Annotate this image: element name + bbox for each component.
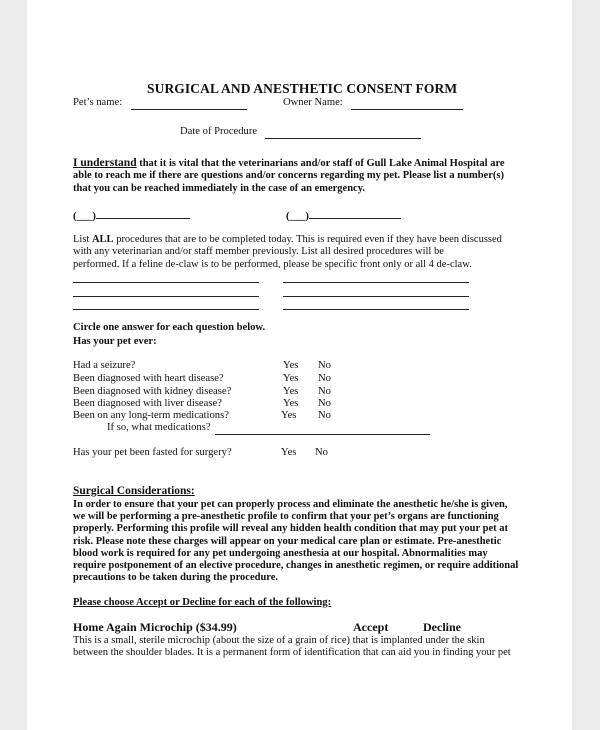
answer-yes[interactable]: Yes: [281, 410, 297, 421]
microchip-label: Home Again Microchip ($34.99): [73, 620, 237, 634]
phone-field-1[interactable]: [73, 207, 190, 222]
procedure-line-2b[interactable]: [283, 285, 469, 297]
decline-option[interactable]: Decline: [423, 620, 461, 634]
medications-field[interactable]: [215, 423, 430, 435]
understand-line-1: that it is vital that the veterinarians and/or staff of Gull Lake Animal Hospital are: [136, 158, 505, 169]
phone-area-code-2: (___): [286, 211, 309, 222]
question-fasted: Has your pet been fasted for surgery?: [73, 447, 232, 458]
answer-yes[interactable]: Yes: [283, 386, 299, 397]
question-kidney: Been diagnosed with kidney disease?: [73, 386, 232, 397]
surgical-line: blood work is required for any pet undergoing anesthesia at our hospital. Abnormalities may: [73, 547, 488, 559]
understand-line-3: that you can be reached immediately in the case of an emergency.: [73, 182, 366, 194]
pet-name-label: Pet’s name:: [73, 97, 123, 108]
answer-yes[interactable]: Yes: [281, 447, 297, 458]
procedures-line-1-pre: List: [73, 234, 92, 245]
surgical-line: In order to ensure that your pet can properly process and eliminate the anesthetic he/she is given,: [73, 499, 508, 510]
microchip-desc-line-1: This is a small, sterile microchip (about the size of a grain of rice) that is implanted under the skin: [73, 635, 485, 646]
answer-no[interactable]: No: [318, 373, 331, 384]
surgical-heading: Surgical Considerations:: [73, 485, 195, 497]
surgical-line: we will be performing a pre-anesthetic profile to confirm that your pet’s organs are functioning: [73, 511, 499, 523]
understand-paragraph: [73, 157, 521, 195]
pet-name-field[interactable]: [131, 98, 247, 110]
question-medications: Been on any long-term medications?: [73, 410, 229, 421]
answer-no[interactable]: No: [318, 398, 331, 409]
answer-no[interactable]: No: [318, 360, 331, 371]
owner-name-field[interactable]: [351, 98, 463, 110]
form-title: SURGICAL AND ANESTHETIC CONSENT FORM: [147, 81, 458, 96]
accept-option[interactable]: Accept: [353, 620, 389, 634]
understand-lead: I understand: [73, 157, 137, 169]
procedure-line-3a[interactable]: [73, 298, 259, 310]
procedure-line-1a[interactable]: [73, 271, 259, 283]
form-page: [27, 0, 572, 730]
understand-line-2: able to reach me if there are questions and/or concerns regarding my pet. Please list a number(s): [73, 170, 504, 182]
surgical-line: require postponement of an elective procedure, changes in anesthetic regimen, or require additional: [73, 560, 519, 572]
answer-no[interactable]: No: [318, 410, 331, 421]
answer-yes[interactable]: Yes: [283, 373, 299, 384]
procedures-line-1-post: procedures that are to be completed today. This is required even if they have been discussed: [113, 234, 502, 245]
answer-yes[interactable]: Yes: [283, 360, 299, 371]
procedure-line-1b[interactable]: [283, 271, 469, 283]
choose-heading: Please choose Accept or Decline for each of the following:: [73, 597, 332, 608]
procedures-paragraph: [73, 234, 521, 271]
has-pet-heading: Has your pet ever:: [73, 336, 157, 347]
phone-field-2[interactable]: [286, 207, 401, 222]
date-field[interactable]: [265, 127, 421, 139]
answer-no[interactable]: No: [315, 447, 328, 458]
procedure-line-3b[interactable]: [283, 298, 469, 310]
question-liver: Been diagnosed with liver disease?: [73, 398, 222, 409]
microchip-description: [73, 635, 521, 660]
surgical-line: properly. Performing this profile will reveal any hidden health condition that may put your pet at: [73, 523, 508, 535]
date-label: Date of Procedure: [180, 126, 258, 137]
question-heart: Been diagnosed with heart disease?: [73, 373, 224, 384]
owner-name-label: Owner Name:: [283, 97, 343, 108]
if-so-label: If so, what medications?: [107, 422, 211, 433]
procedures-line-2: with any veterinarian and/or staff member previously. List all desired procedures will be: [73, 246, 444, 258]
surgical-paragraph: [73, 499, 521, 584]
procedure-line-2a[interactable]: [73, 285, 259, 297]
answer-no[interactable]: No: [318, 386, 331, 397]
procedures-all: ALL: [91, 234, 114, 245]
procedures-line-3: performed. If a feline de-claw is to be performed, please be specific front only or all 4 de-claw.: [73, 258, 472, 270]
answer-yes[interactable]: Yes: [283, 398, 299, 409]
surgical-line: precautions to be taken during the procedure.: [73, 572, 279, 584]
microchip-desc-line-2: between the shoulder blades. It is a permanent form of identification that can aid you in finding your pet: [73, 647, 511, 659]
surgical-line: risk. Please note these charges will appear on your medical care plan or estimate. Pre-anesthetic: [73, 535, 502, 547]
question-seizure: Had a seizure?: [73, 360, 136, 371]
phone-area-code-1: (___): [73, 211, 96, 222]
circle-heading: Circle one answer for each question below.: [73, 322, 266, 333]
